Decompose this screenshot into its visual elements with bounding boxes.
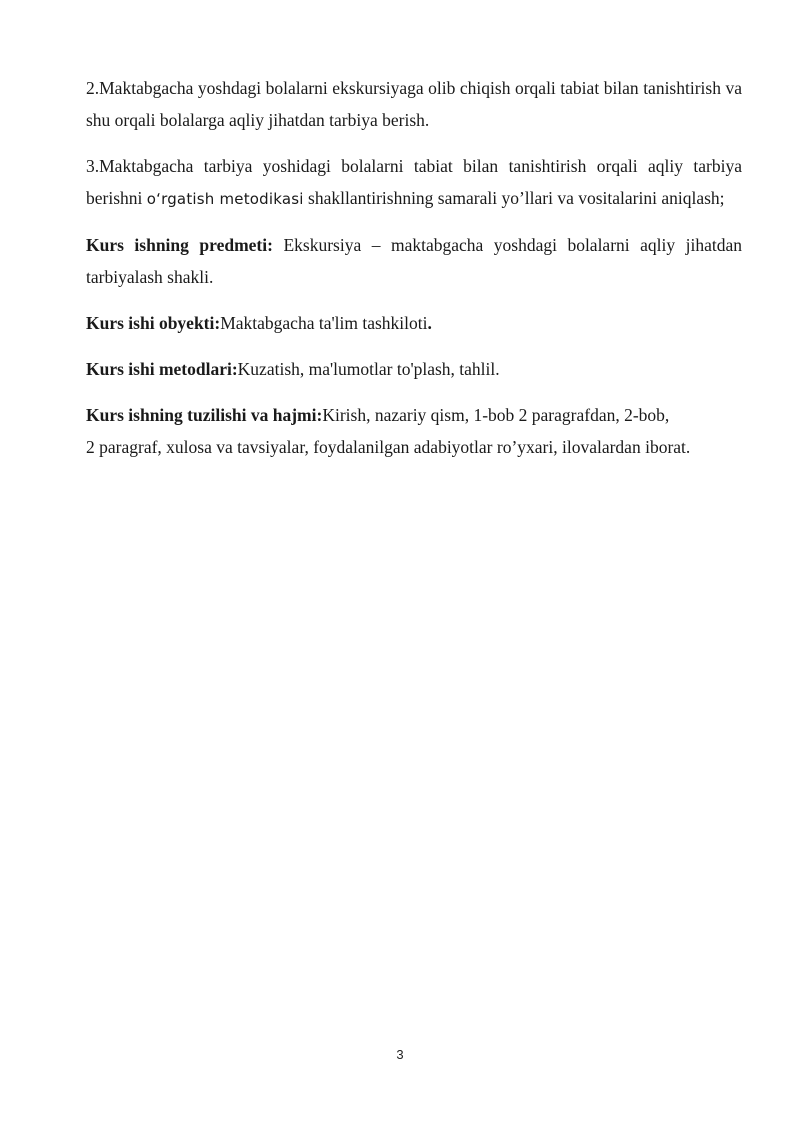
tuzilishi-line-2: 2 paragraf, xulosa va tavsiyalar, foydalanilgan adabiyotlar ro’yxari, ilovalardan iborat. [86,437,691,457]
obyekt-period: . [427,313,432,333]
metodlar-text: Kuzatish, ma'lumotlar to'plash, tahlil. [237,359,500,379]
tuzilishi-label: Kurs ishning tuzilishi va hajmi: [86,405,323,425]
tuzilishi-line-1: Kirish, nazariy qism, 1-bob 2 paragrafdan, 2-bob, [322,405,670,425]
metodlar-label: Kurs ishi metodlari: [86,359,238,379]
paragraph-tuzilishi [86,399,742,463]
predmet-label: Kurs ishning predmeti: [86,235,273,255]
goal-3-text-start: 3.Maktabgacha tarbiya yoshidagi bolalarni tabiat bilan tanishtirish orqali aqliy tarbiya berishni [86,156,742,208]
obyekt-label: Kurs ishi obyekti: [86,313,221,333]
predmet-text: Ekskursiya – maktabgacha yoshdagi bolalarni aqliy jihatdan tarbiyalash shakli. [86,235,742,287]
paragraph-goal-3 [86,150,742,215]
document-body [86,72,742,477]
paragraph-obyekt [86,307,742,339]
goal-3-text-end: shakllantirishning samarali yo’llari va vositalarini aniqlash; [303,188,725,208]
paragraph-goal-2 [86,72,742,136]
paragraph-metodlar [86,353,742,385]
page-number: 3 [396,1047,404,1062]
goal-2-text: 2.Maktabgacha yoshdagi bolalarni ekskursiyaga olib chiqish orqali tabiat bilan tanishtirish va shu orqali bolalarga aqliy jihatdan tarbiya berish. [86,78,742,130]
goal-3-text-sans: o‘rgatish metodikasi [146,190,304,208]
paragraph-predmet [86,229,742,293]
obyekt-text: Maktabgacha ta'lim tashkiloti [220,313,428,333]
